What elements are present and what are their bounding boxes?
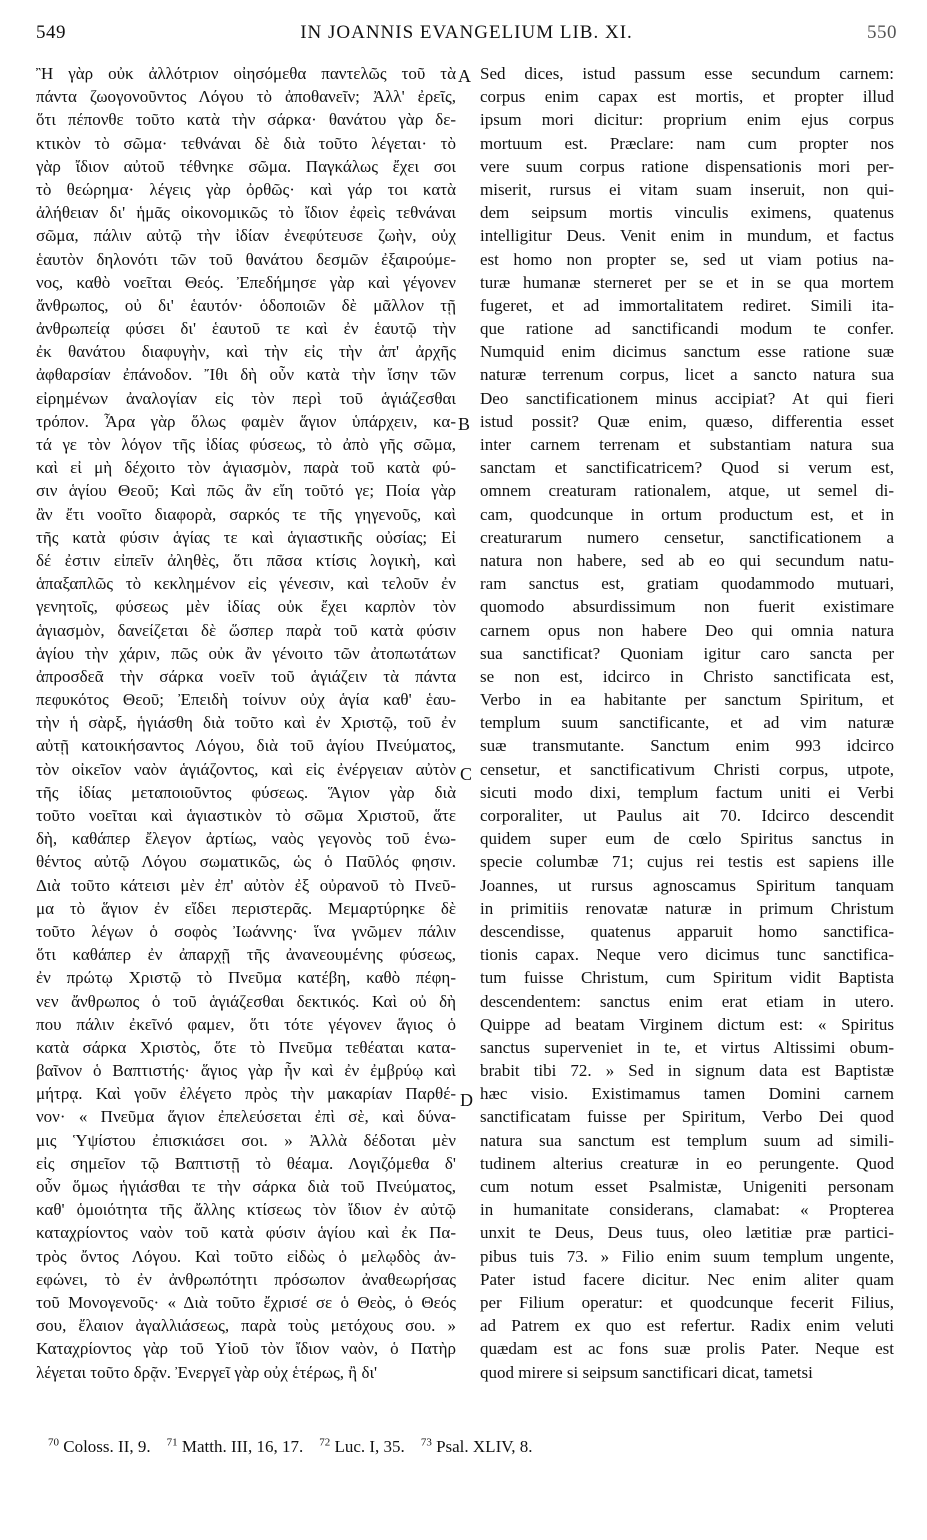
latin-text-line: carnem opus non habere Deo qui omnia natura <box>480 620 894 640</box>
greek-text-line: εἰρημένων ἀναλογίαν εἰς τὸν περὶ τοῦ ἁγιάζεσθαι <box>36 388 456 408</box>
latin-text-line: natura non habere, sed ab eo qui secundum natu- <box>480 550 894 570</box>
greek-text-line: τὸ θεώρημα· λέγεις γὰρ ὀρθῶς· καὶ γάρ τοι κατὰ <box>36 179 456 199</box>
footnote <box>48 1437 151 1456</box>
greek-text-line: τοῦτο λέγων ὁ σοφὸς Ἰωάννης· ἵνα γνῶμεν πάλιν <box>36 921 456 941</box>
latin-text-line: descendentem: sanctus enim erat etiam in utero. <box>480 991 894 1011</box>
greek-text-line: θέντος αὐτῷ Λόγου σωματικῶς, ὡς ὁ Παῦλός φησιν. <box>36 852 456 872</box>
latin-text-line: sanctus superveniet in te, et virtus Altissimi obum- <box>480 1037 894 1057</box>
greek-text-line: ἑαυτὸν δηλονότι τῶν τοῦ θανάτου δεσμῶν ἐξαιρούμε- <box>36 249 456 269</box>
greek-text-line: τά γε τὸν λόγον τῆς ἰδίας φύσεως, τὸ ἀπὸ γῆς σῶμα, <box>36 435 456 454</box>
greek-text-line: τρὸς ὄντος Λόγου. Καὶ τοῦτο εἰδὼς ὁ μελῳδὸς ἀν- <box>36 1246 456 1266</box>
greek-text-line: ἄνθρωπος, οὐ δι' ἑαυτόν· ὁδοποιῶν δὲ μᾶλλον τῇ <box>36 295 456 315</box>
latin-text-line: Joannes, ut rursus agnoscamus Spiritum tanquam <box>480 875 894 895</box>
latin-text-line: corporaliter, ut Paulus ait 70. Idcirco descendit <box>480 806 894 825</box>
greek-text-line: λέγεται τοῦτο δρᾷν. Ἐνεργεῖ γὰρ οὐχ ἑτέρως, ἢ δι' <box>36 1362 378 1382</box>
latin-text-line: hæc visio. Existimamus tamen Domini carnem <box>480 1084 894 1104</box>
greek-text-line: ἂν ἔτι νοοῖτο διαφορὰ, σαρκός τε τῆς γηγενοῦς, καὶ <box>36 504 456 524</box>
latin-text-line: turæ humanæ sterneret per se et in se qua mortem <box>480 272 894 292</box>
latin-text-line: corpus enim capax est mortis, et propter illud <box>480 87 894 107</box>
running-title: IN JOANNIS EVANGELIUM LIB. XI. <box>300 22 633 43</box>
latin-text-line: censetur, et sanctificativum Christi corpus, utpote, <box>480 759 894 779</box>
greek-text-line: ἀνθρωπείᾳ φύσει δι' ἑαυτοῦ τε καὶ ἐν ἑαυτῷ τὴν <box>36 319 456 339</box>
latin-text-line: in primitiis renovatæ naturæ in primum Christum <box>480 898 894 918</box>
footnote <box>421 1437 533 1456</box>
greek-text-line: εφώνει, τὸ ἐν ἀνθρωπότητι πρόσωπον ἀναθεωρήσας <box>36 1269 456 1289</box>
greek-text-line: πάντα ζωογονοῦντος Λόγου τὸ ἀποθανεῖν; Ἀλλ' ἐρεῖς, <box>36 87 456 107</box>
greek-text-line: ἁγίου τὴν χάριν, πῶς οὐκ ἂν γένοιτο τῶν ἀτοπωτάτων <box>36 643 456 663</box>
greek-text-line: ἀπροσδεᾶ τὴν σάρκα νοεῖν τοῦ ἁγιάζειν τὰ πάντα <box>36 666 456 686</box>
greek-text-line: Καταχρίοντος γὰρ τοῦ Υἱοῦ τὸν ἴδιον ναὸν, ὁ Πατὴρ <box>36 1339 456 1359</box>
greek-text-line: κτικὸν τὸ σῶμα· τεθνάναι δὲ διὰ τοῦτο λέγεται· τὸ <box>36 133 456 153</box>
greek-text-line: νον· « Πνεῦμα ἅγιον ἐπελεύσεται ἐπὶ σὲ, καὶ δύνα- <box>36 1107 456 1127</box>
latin-text-line: ram sanctus est, gratiam quodammodo mutuari, <box>480 574 894 594</box>
latin-text-line: ipsum mori dicitur: proprium enim ejus corpus <box>480 110 894 130</box>
latin-text-line: cam, quodcunque in ortum productum est, et in <box>480 504 894 524</box>
page-header <box>36 22 897 52</box>
greek-text-line: ἐκ θανάτου διαφυγὴν, καὶ τὴν εἰς τὴν ἀπ' ἀρχῆς <box>36 342 456 362</box>
latin-text-line: quædam est ac fons suæ prolis Pater. Neque est <box>480 1339 894 1359</box>
footnotes <box>48 1436 887 1457</box>
greek-text-line: ἐν πρώτῳ Χριστῷ τὸ Πνεῦμα κατέβη, καθὸ πέφη- <box>36 968 456 988</box>
footnote <box>319 1437 405 1456</box>
greek-text-line: ἀλήθειαν δι' ἡμᾶς οἰκονομικῶς τὸ ἴδιον ἐφεὶς τεθνάναι <box>36 203 456 223</box>
footnote-reference: Luc. I, 35. <box>330 1436 405 1456</box>
latin-text-line: tionis capax. Neque vero dicimus tunc sanctifica- <box>480 945 894 965</box>
latin-text-line: sicuti modo dixi, templum factum uniti ei Verbi <box>480 782 894 802</box>
latin-text-line: intelligitur Deus. Venit enim in mundum, et factus <box>480 226 894 246</box>
greek-text-line: γὰρ ἴδιον αὐτοῦ τέθνηκε σῶμα. Παγκάλως ἔχει σοι <box>36 156 456 176</box>
latin-text-line: unxit te Deus, Deus tuus, oleo lætitiæ præ partici- <box>480 1223 894 1243</box>
greek-text-line: δέ ἐστιν εἰπεῖν ἀληθὲς, ὅτι πᾶσα κτίσις λογικὴ, καὶ <box>36 550 456 570</box>
latin-text-line: inter carnem terrenam et substantiam natura sua <box>480 435 894 454</box>
latin-text-line: Quippe ad beatam Virginem dictum est: « Spiritus <box>480 1014 894 1034</box>
footnote-reference: Psal. XLIV, 8. <box>431 1436 533 1456</box>
latin-text-line: que ratione ad sanctificandi modum te confer. <box>480 319 894 339</box>
latin-text-line: Pater istud facere dicitur. Nec enim aliter quam <box>480 1269 894 1289</box>
greek-text-line: κατὰ σάρκα Χριστὸς, ὅτε τὸ Πνεῦμα τεθέαται κατα- <box>36 1037 456 1057</box>
greek-text-line: δὴ, καθάπερ ἔλεγον ἀρτίως, ναὸς γεγονὸς τοῦ ἑνω- <box>36 829 456 849</box>
footnote-number: 71 <box>166 1436 178 1448</box>
greek-text-line: τῆς ἰδίας μεταποιοῦντος φύσεως. Ἅγιον γὰρ διὰ <box>36 782 456 802</box>
latin-text-line: vere suum corpus ratione dispensationis mori per- <box>480 156 894 176</box>
greek-text-line: σου, ἔλαιον ἀγαλλιάσεως, παρὰ τοὺς μετόχους σου. » <box>36 1316 456 1336</box>
latin-text-line: in humanitate considerans, clamabat: « Propterea <box>480 1200 894 1220</box>
footnote <box>167 1437 304 1456</box>
latin-text-line: mortuum est. Præclare: nam cum propter nos <box>480 133 894 153</box>
latin-text-line: quidem super eum de cœlo Spiritus sanctus in <box>480 829 894 849</box>
latin-text-line: se non est, idcirco in Christo sanctificata est, <box>480 666 894 686</box>
greek-text-line: βαῖνον ὁ Βαπτιστής· ἅγιος γὰρ ἦν καὶ ἐν ἐμβρύῳ καὶ <box>36 1061 456 1081</box>
latin-text-line: cum notum esset Psalmistæ, Unigeniti personam <box>480 1177 894 1196</box>
latin-text-line: brabit tibi 72. » Sed in signum data est Baptistæ <box>480 1061 894 1081</box>
greek-text-line: καὶ εἰ μὴ δέχοιτο τὸν ἁγιασμὸν, παρὰ τοῦ κατὰ φύ- <box>36 458 456 478</box>
latin-text-line: suæ transmutante. Sanctum enim 993 idcirco <box>480 736 894 756</box>
latin-text-line: descendisse, quatenus apparuit homo sanctifica- <box>480 921 894 941</box>
latin-text-line: specie columbæ 71; cujus rei testis est sapiens ille <box>480 852 894 872</box>
latin-text-line: miserit, rursus ei vitam suam inseruit, non qui- <box>480 179 894 199</box>
greek-text-line: οὖν ὅμως ἡγιάσθαι τε τὴν σάρκα διὰ τοῦ Πνεύματος, <box>36 1177 456 1196</box>
footnote-number: 70 <box>48 1436 59 1448</box>
latin-text-line: quomodo absurdissimum non fuerit existimare <box>480 597 894 617</box>
footnote-reference: Coloss. II, 9. <box>59 1436 151 1456</box>
greek-text-line: τὴν ἡ σὰρξ, ἡγιάσθη διὰ τοῦτο καὶ ἐν Χριστῷ, τοῦ ἐν <box>36 713 456 733</box>
section-marker-c: C <box>460 764 473 784</box>
latin-text-line: istud possit? Quæ enim, quæso, differentia esset <box>480 411 894 431</box>
latin-text-line: sua sanctificat? Quoniam igitur caro sancta per <box>480 643 894 663</box>
greek-text-line: Διὰ τοῦτο κάτεισι μὲν ἐπ' αὐτὸν ἐξ οὐρανοῦ τὸ Πνεῦ- <box>36 875 456 895</box>
greek-text-line: ἀφθαρσίαν ἐπάνοδον. Ἴθι δὴ οὖν κατὰ τὴν ἴσην τῶν <box>36 365 456 385</box>
greek-text-line: σῶμα, πάλιν αὐτῷ τὴν ἰδίαν ἐνεφύτευσε ζωὴν, οὐχ <box>36 226 456 246</box>
page-number-left: 549 <box>36 22 66 43</box>
greek-text-line: ἁγιασμὸν, δανείζεται δὲ ὥσπερ παρὰ τοῦ κατὰ φύσιν <box>36 620 456 640</box>
latin-text-line: natura sua sanctum est templum suum ad simili- <box>480 1130 894 1150</box>
greek-column <box>36 62 456 1384</box>
greek-text-line: τὸν οἰκεῖον ναὸν ἁγιάζοντος, καὶ εἰς ἐνέργειαν αὐτὸν <box>36 759 456 779</box>
latin-text-line: creaturarum numero censetur, sanctificationem a <box>480 527 894 547</box>
footnote-number: 73 <box>420 1436 432 1448</box>
greek-text-line: πεφυκότος Θεοῦ; Ἐπειδὴ τοίνυν οὐχ ἁγία καθ' ἑαυ- <box>36 690 456 710</box>
greek-text-line: εἰς σημεῖον τῷ Βαπτιστῇ τὸ θέαμα. Λογιζόμεθα δ' <box>36 1153 456 1173</box>
footnote-number: 72 <box>319 1436 331 1448</box>
greek-text-line: καθ' ὁμοιότητα τῆς ἄλλης κτίσεως τὸν ἴδιον ἐν αὐτῷ <box>36 1200 456 1220</box>
greek-text-line: αὐτῇ κατοικήσαντος Λόγου, διὰ τοῦ ἁγίου Πνεύματος, <box>36 736 456 756</box>
section-marker-a: A <box>458 66 471 86</box>
latin-text-line: quod mirere si seipsum sanctificari dicat, tametsi <box>480 1362 813 1382</box>
greek-text-line: Ἢ γὰρ οὐκ ἀλλότριον οἰησόμεθα παντελῶς τοῦ τὰ <box>36 64 456 83</box>
greek-text-line: μις Ὑψίστου ἐπισκιάσει σοι. » Ἀλλὰ δέδοται μὲν <box>36 1130 456 1150</box>
greek-text-line: μήτρᾳ. Καὶ γοῦν ἐλέγετο πρὸς τὴν μακαρίαν Παρθέ- <box>36 1084 456 1104</box>
greek-text-line: ὅτι καθάπερ ἐν ἀπαρχῇ τῆς ἀνανεουμένης φύσεως, <box>36 945 456 965</box>
greek-text-line: τοῦτο νοεῖται καὶ ἁγιαστικὸν τὸ σῶμα Χριστοῦ, ἅτε <box>36 806 456 825</box>
latin-text-line: dem seipsum mortis vinculis eximens, quatenus <box>480 203 894 223</box>
greek-text-line: σιν ἁγίου Θεοῦ; Καὶ πῶς ἂν εἴη τοῦτό γε; Ποία γὰρ <box>36 481 456 501</box>
latin-text-line: sanctificatam fuisse per Spiritum, Verbo Dei quod <box>480 1107 894 1127</box>
page-number-right: 550 <box>867 22 897 43</box>
latin-text-line: sanctam et sanctificatricem? Quod si verum est, <box>480 458 894 478</box>
latin-column <box>480 62 894 1384</box>
latin-text-line: tum fuisse Christum, cum Spiritum vidit Baptista <box>480 968 894 988</box>
latin-text-line: Verbo in ea habitante per sanctum Spiritum, et <box>480 690 894 710</box>
latin-text-line: est homo non propter se, sed ut viam potius na- <box>480 249 894 269</box>
greek-text-line: ἁπαξαπλῶς τὸ κεκλημένον εἰς γένεσιν, καὶ τελοῦν ἐν <box>36 574 456 594</box>
greek-text-line: τῆς κατὰ φύσιν ἁγίας τε καὶ ἁγιαστικῆς οὐσίας; Εἰ <box>36 527 456 547</box>
section-marker-d: D <box>460 1090 473 1110</box>
section-marker-b: B <box>458 414 471 434</box>
latin-text-line: ad Patrem ex quo est refertur. Radix enim veluti <box>480 1316 894 1336</box>
latin-text-line: naturæ terrenum corpus, licet a sancto natura sua <box>480 365 894 385</box>
greek-text-line: τρόπον. Ἆρα γὰρ ὅλως φαμὲν ἅγιον ὑπάρχειν, κα- <box>36 411 456 431</box>
latin-text-line: Sed dices, istud passum esse secundum carnem: <box>480 64 894 83</box>
greek-text-line: καταχρίοντος ναὸν τοῦ κατὰ φύσιν ἁγίου καὶ ἐκ Πα- <box>36 1223 456 1243</box>
latin-text-line: tudinem alterius creaturæ in eo perungente. Quod <box>480 1153 894 1173</box>
greek-text-line: τοῦ Μονογενοῦς· « Διὰ τοῦτο ἔχρισέ σε ὁ Θεὸς, ὁ Θεός <box>36 1292 456 1312</box>
greek-text-line: γενητοῖς, φύσεως μὲν ἰδίας οὐκ ἔχει καρπὸν τὸν <box>36 597 456 617</box>
greek-text-line: μα τὸ ἅγιον ἐν εἴδει περιστερᾶς. Μεμαρτύρηκε δὲ <box>36 898 456 918</box>
latin-text-line: per Filium operatur: et quodcunque fecerit Filius, <box>480 1292 894 1312</box>
greek-text-line: νεν ἄνθρωπος ὁ τοῦ ἁγιάζεσθαι δεκτικός. Καὶ οὐ δὴ <box>36 991 456 1011</box>
greek-text-line: που πάλιν ἐκεῖνό φαμεν, ὅτι τότε γέγονεν ἅγιος ὁ <box>36 1014 456 1034</box>
footnote-reference: Matth. III, 16, 17. <box>177 1436 304 1456</box>
latin-text-line: Numquid enim dicimus sanctum esse ratione suæ <box>480 342 894 362</box>
latin-text-line: fugeret, et ad immortalitatem rediret. Simili ita- <box>480 295 894 315</box>
latin-text-line: templum suum sanctificante, et ad vim naturæ <box>480 713 894 733</box>
greek-text-line: ὅτι πέπονθε τοῦτο κατὰ τὴν σάρκα· θανάτου γὰρ δε- <box>36 110 456 130</box>
greek-text-line: νος, καθὸ νοεῖται Θεός. Ἐπεδήμησε γὰρ καὶ γέγονεν <box>36 272 456 292</box>
latin-text-line: Deo sanctificationem minus accipiat? At qui fieri <box>480 388 894 408</box>
latin-text-line: omnem creaturam rationalem, atque, ut semel di- <box>480 481 894 501</box>
latin-text-line: pibus tuis 73. » Filio enim suum templum ungente, <box>480 1246 894 1266</box>
